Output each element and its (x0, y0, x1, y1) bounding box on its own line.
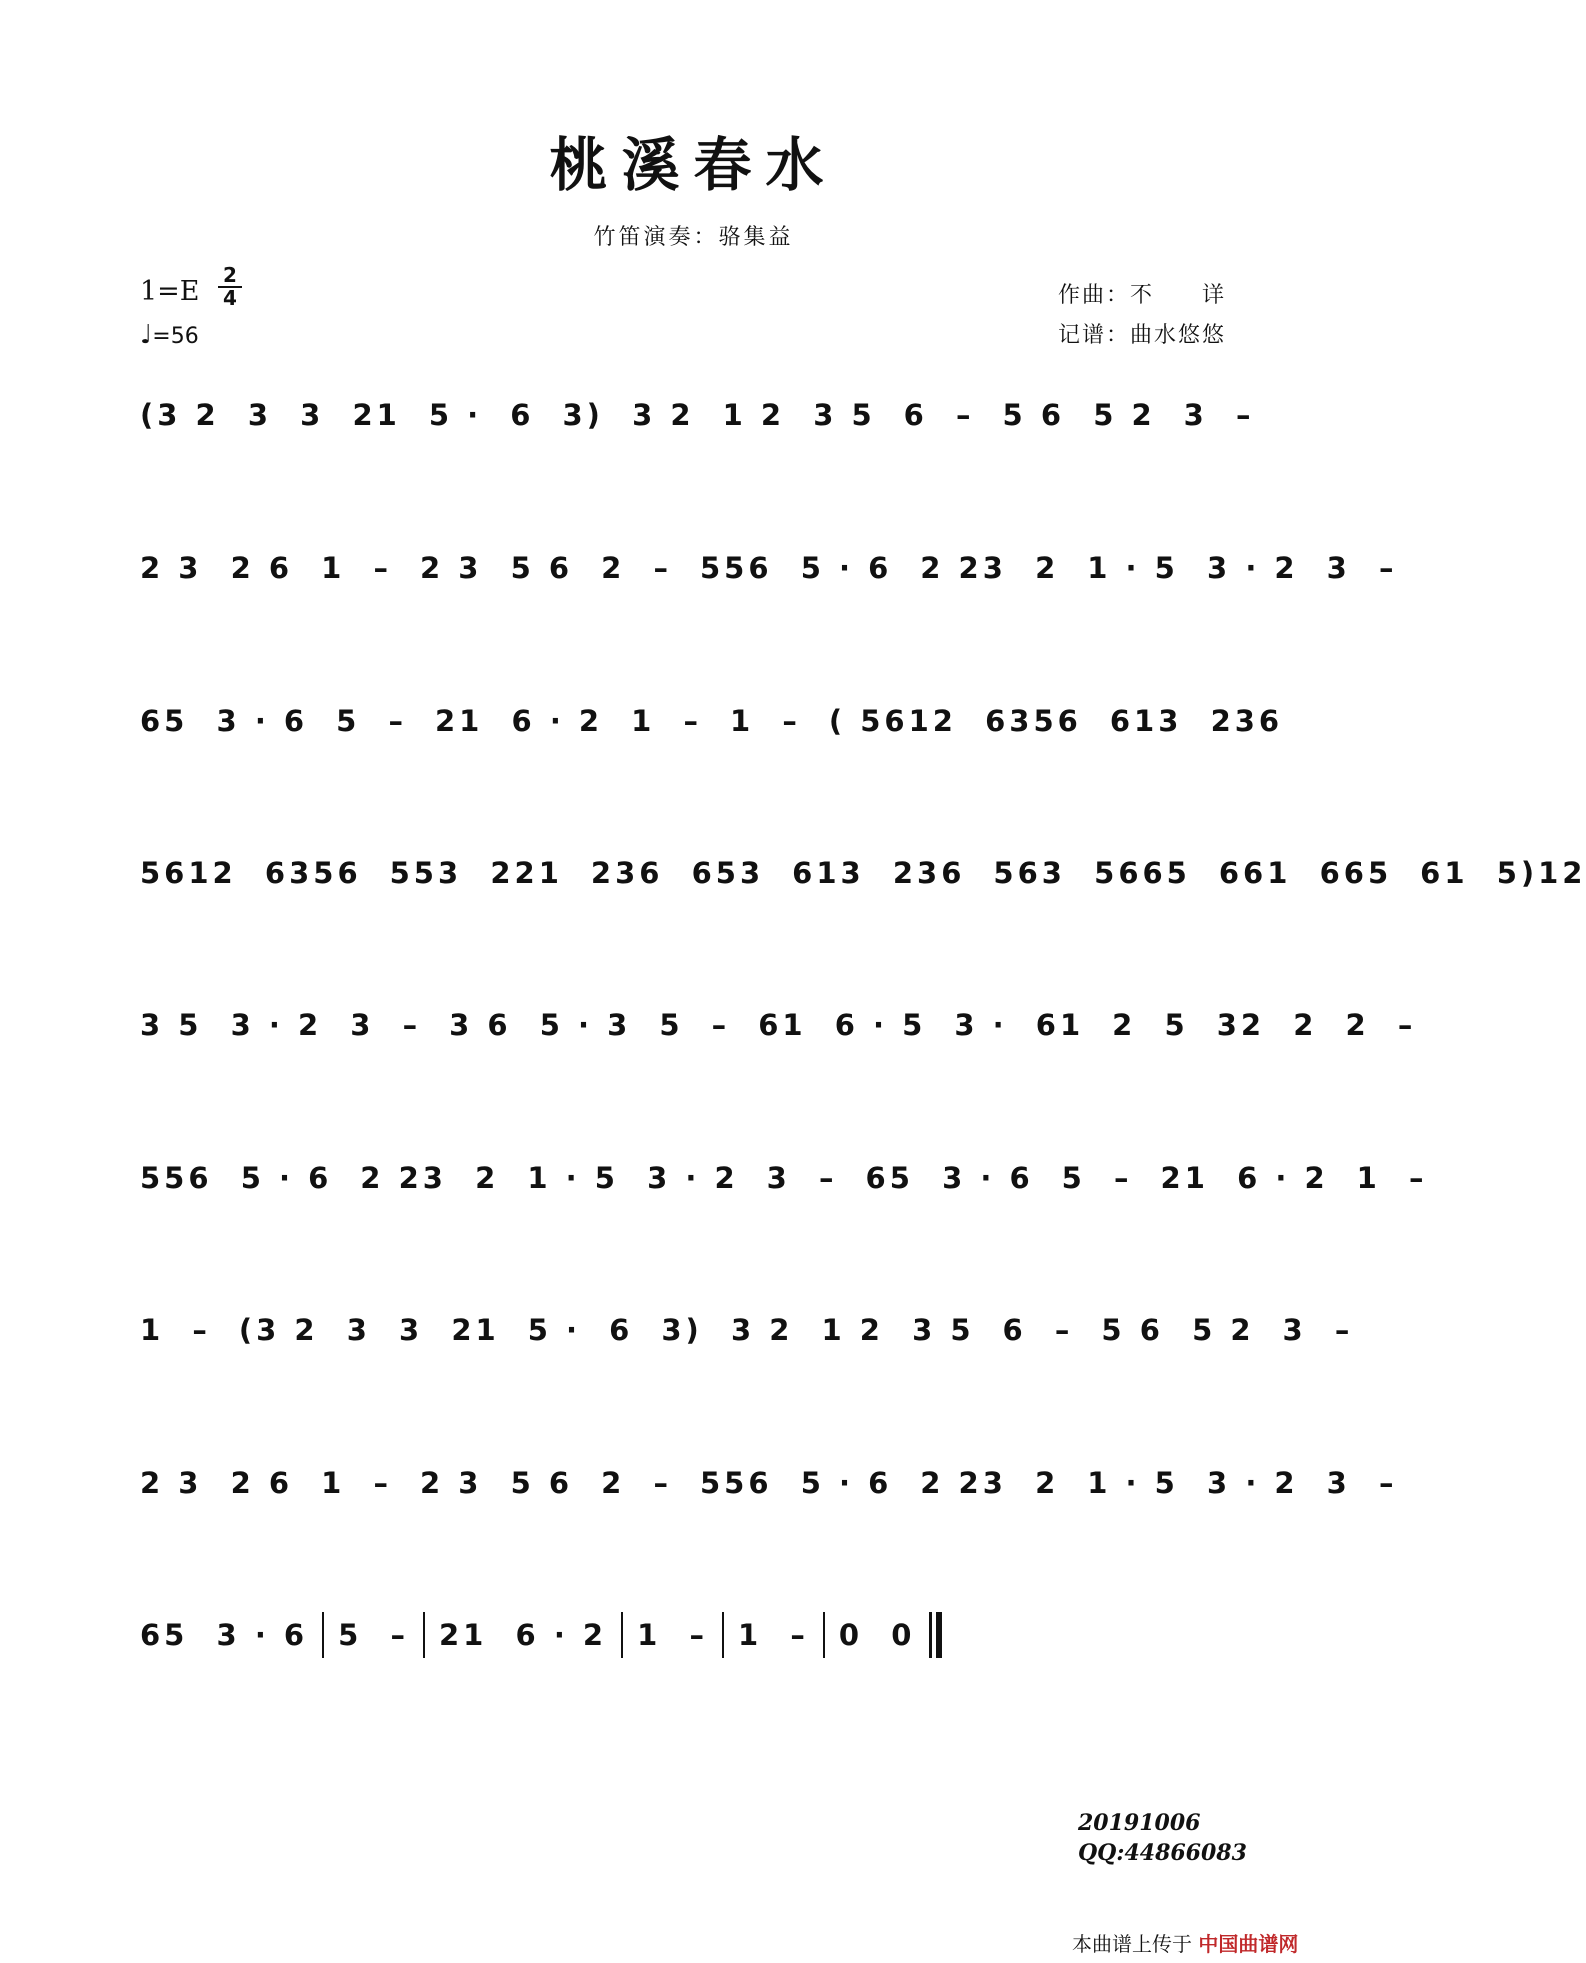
measure-notes: 1 – (637, 1618, 708, 1652)
measure-notes: 2 23 2 (360, 1161, 500, 1195)
measure-notes: 21 6 · 2 (1160, 1161, 1329, 1195)
measure-notes: 6 – (1002, 1313, 1074, 1347)
measure-notes: 2 23 2 (920, 551, 1060, 585)
measure-notes: 65 3 · 6 (865, 1161, 1034, 1195)
measure (601, 545, 672, 591)
measure-notes: 613 236 (1109, 704, 1284, 738)
measure (637, 1612, 708, 1658)
measure (700, 545, 892, 591)
measure (1087, 1460, 1298, 1506)
measure-notes: 21 6 · 2 (439, 1618, 608, 1652)
final-barline (929, 1612, 932, 1658)
measure-notes: 65 3 · 6 (140, 1618, 309, 1652)
measure (631, 698, 702, 744)
measure (1087, 545, 1298, 591)
measure-notes: (3 2 3 (140, 398, 273, 432)
measure-notes: 3) 3 2 (661, 1313, 794, 1347)
measure (1003, 1307, 1074, 1353)
measure-notes: 5 6 5 2 (1101, 1313, 1255, 1347)
barline (423, 1612, 425, 1658)
measure (866, 1155, 1034, 1201)
measure-notes: 3) 3 2 (562, 398, 695, 432)
measure (1327, 1460, 1398, 1506)
measure-notes: 236 653 (590, 856, 765, 890)
measure (1161, 1155, 1329, 1201)
performer-credit: 竹笛演奏：骆集益 (593, 225, 794, 250)
measure (140, 1307, 211, 1353)
measure (1357, 1155, 1428, 1201)
measure-notes: 61 6 · 5 (758, 1008, 927, 1042)
measure (821, 1307, 974, 1353)
measure-notes: 3 – (1326, 1466, 1398, 1500)
measure-notes: 3 – (1282, 1313, 1354, 1347)
measure (723, 392, 876, 438)
measure (429, 392, 535, 438)
measure-notes: ( 5612 6356 (828, 704, 1082, 738)
measure (1283, 1307, 1354, 1353)
measure-notes: 2 – (601, 1466, 672, 1500)
measure-notes: 1 – (321, 1466, 392, 1500)
measure (1110, 698, 1283, 744)
measure-notes: 6 – (903, 398, 975, 432)
measure-notes: 1 – (1356, 1161, 1428, 1195)
measure-notes: 3 · 61 (954, 1008, 1085, 1042)
measure-notes: 5 – (336, 704, 407, 738)
measure (338, 1612, 409, 1658)
measure-notes: 5 – (1061, 1161, 1133, 1195)
measure (993, 850, 1190, 896)
measure-notes: 5 6 5 2 (1002, 398, 1156, 432)
measure (954, 1002, 1084, 1048)
measure-notes: 5 · 6 (428, 398, 535, 432)
measure (1062, 1155, 1133, 1201)
measure (300, 392, 401, 438)
measure-notes: 563 5665 (993, 856, 1191, 890)
measure (1345, 1002, 1416, 1048)
score-title: 桃溪春水 (549, 131, 838, 199)
measure-notes: 2 – (601, 551, 672, 585)
measure (140, 1155, 332, 1201)
measure (738, 1612, 809, 1658)
measure (239, 1307, 371, 1353)
time-signature-bottom: 4 (223, 286, 237, 310)
measure-notes: 556 5 · 6 (699, 1466, 893, 1500)
score-line (140, 545, 1398, 609)
measure (904, 392, 975, 438)
transcriber-credit: 记谱：曲水悠悠 (1058, 323, 1227, 348)
measure-notes: 0 0 (838, 1618, 916, 1652)
measure (591, 850, 764, 896)
key-signature: 1=E (140, 276, 200, 307)
measure (601, 1460, 672, 1506)
measure-notes: 5612 6356 (140, 856, 362, 890)
measure-notes: 1 – (321, 551, 392, 585)
measure-notes: (3 2 3 (238, 1313, 371, 1347)
score-line (140, 1307, 1354, 1371)
measure-notes: 1 – (738, 1618, 809, 1652)
measure (140, 392, 272, 438)
measure (140, 698, 308, 744)
measure-notes: 2 23 2 (920, 1466, 1060, 1500)
measure-notes: 613 236 (792, 856, 966, 890)
footer-text: 本曲谱上传于 (1072, 1932, 1192, 1956)
measure-notes: 2 5 (1112, 1008, 1189, 1042)
measure (1101, 1307, 1254, 1353)
measure (792, 850, 965, 896)
measure (321, 1460, 392, 1506)
measure-notes: 3 5 3 · 2 (140, 1008, 323, 1042)
measure-notes: 553 221 (389, 856, 563, 890)
measure-notes: 3 – (1183, 398, 1255, 432)
score-line (140, 1612, 1250, 1676)
measure (1112, 1002, 1189, 1048)
measure-notes: 3 – (350, 1008, 422, 1042)
transcription-info (1078, 1808, 1247, 1868)
barline (823, 1612, 825, 1658)
barline (722, 1612, 724, 1658)
measure-notes: 3 – (1326, 551, 1398, 585)
measure-notes: 661 665 (1218, 856, 1393, 890)
composer-credit: 作曲：不 详 (1058, 283, 1227, 308)
score-line (140, 698, 1284, 762)
measure-notes: 1 – (730, 704, 801, 738)
measure-notes: 1 2 3 5 (722, 398, 876, 432)
tempo-marking (140, 320, 199, 350)
measure (1420, 850, 1586, 896)
measure-notes: 556 5 · 6 (699, 551, 893, 585)
measure-notes: 3 – (766, 1161, 838, 1195)
measure-notes: 2 3 5 6 (419, 1466, 574, 1500)
quarter-note-icon: ♩ (140, 320, 153, 350)
measure-notes: 61 5)12 (1420, 856, 1586, 890)
measure (920, 545, 1059, 591)
measure-notes: 3 6 5 · 3 (449, 1008, 632, 1042)
site-logo: 中国曲谱网 (1198, 1932, 1299, 1956)
barline (322, 1612, 324, 1658)
measure-notes: 1 2 3 5 (821, 1313, 975, 1347)
measure (528, 1307, 634, 1353)
measure-notes: 2 3 5 6 (419, 551, 574, 585)
measure (659, 1002, 730, 1048)
score-line (140, 850, 1586, 914)
measure (767, 1155, 838, 1201)
measure (140, 850, 362, 896)
measure-notes: 3 21 (300, 398, 401, 432)
score-line (140, 1002, 1417, 1066)
score-line (140, 392, 1255, 456)
contact-qq: QQ:44866083 (1078, 1840, 1247, 1866)
barline (621, 1612, 623, 1658)
measure (661, 1307, 793, 1353)
measure-notes: 3 21 (398, 1313, 500, 1347)
measure (527, 1155, 738, 1201)
measure-notes: 1 · 5 3 · 2 (1087, 551, 1299, 585)
measure (140, 1460, 293, 1506)
measure (1219, 850, 1392, 896)
measure (140, 1002, 322, 1048)
measure (758, 1002, 926, 1048)
measure (336, 698, 407, 744)
measure (730, 698, 801, 744)
measure (562, 392, 694, 438)
measure (1217, 1002, 1318, 1048)
measure-notes: 1 · 5 3 · 2 (527, 1161, 739, 1195)
measure-notes: 556 5 · 6 (140, 1161, 333, 1195)
measure (420, 1460, 573, 1506)
measure-notes: 5 · 6 (527, 1313, 634, 1347)
measure (1184, 392, 1255, 438)
measure (140, 545, 293, 591)
measure (829, 698, 1082, 744)
measure-notes: 5 – (659, 1008, 731, 1042)
measure-notes: 1 – (140, 1313, 211, 1347)
measure-notes: 1 · 5 3 · 2 (1087, 1466, 1299, 1500)
measure (920, 1460, 1059, 1506)
measure-notes: 2 – (1345, 1008, 1417, 1042)
measure-notes: 1 – (631, 704, 702, 738)
tempo-value: =56 (152, 324, 199, 349)
score-line (140, 1155, 1428, 1219)
measure (1327, 545, 1398, 591)
measure (399, 1307, 500, 1353)
measure (1003, 392, 1156, 438)
time-signature (218, 263, 242, 310)
time-signature-top: 2 (223, 263, 237, 287)
measure (390, 850, 563, 896)
upload-footer (1072, 1928, 1298, 1957)
measure-notes: 2 3 2 6 (140, 1466, 294, 1500)
measure (140, 1612, 308, 1658)
measure-notes: 65 3 · 6 (140, 704, 309, 738)
score-line (140, 1460, 1398, 1524)
measure (321, 545, 392, 591)
measure (420, 545, 573, 591)
measure (449, 1002, 631, 1048)
measure-notes: 21 6 · 2 (435, 704, 604, 738)
transcription-date: 20191006 (1078, 1810, 1201, 1836)
measure-notes: 32 2 (1216, 1008, 1318, 1042)
measure-notes: 2 3 2 6 (140, 551, 294, 585)
measure (839, 1612, 916, 1658)
measure (435, 698, 603, 744)
measure (700, 1460, 892, 1506)
measure-notes: 5 – (338, 1618, 409, 1652)
measure (439, 1612, 607, 1658)
final-barline-thick (936, 1612, 942, 1658)
measure (350, 1002, 421, 1048)
measure (360, 1155, 499, 1201)
